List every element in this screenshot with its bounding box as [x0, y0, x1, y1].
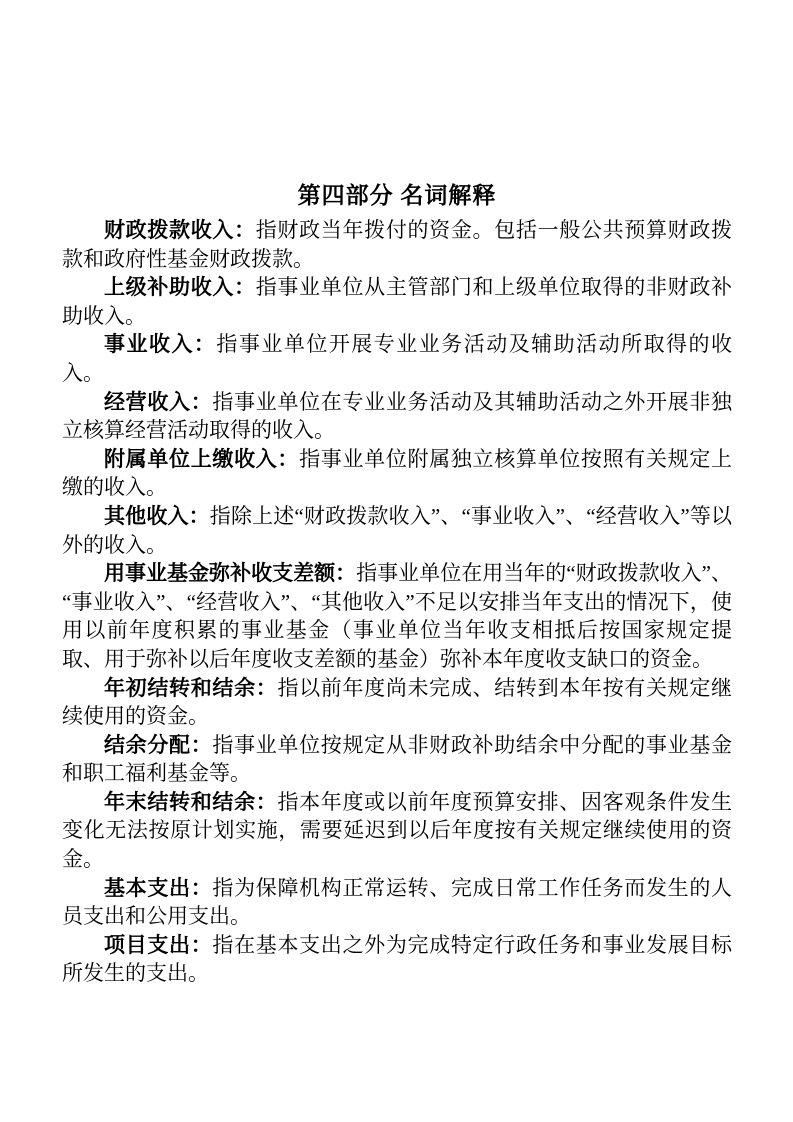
term-label: 事业收入：: [104, 332, 217, 357]
term-label: 基本支出：: [104, 875, 213, 900]
term-label: 经营收入：: [104, 389, 213, 414]
definition-paragraph: [62, 216, 732, 273]
definition-paragraph: [62, 445, 732, 502]
term-label: 财政拨款收入：: [104, 218, 256, 242]
definition-paragraph: [62, 502, 732, 559]
term-label: 附属单位上缴收入：: [104, 446, 300, 471]
definition-paragraph: [62, 330, 732, 387]
definition-paragraph: [62, 674, 732, 731]
term-label: 其他收入：: [104, 503, 210, 528]
term-label: 年末结转和结余：: [104, 789, 278, 814]
term-definition: 指事业单位从主管部门和上级单位取得的非财政补助收入。: [62, 275, 732, 328]
document-content: [62, 180, 732, 988]
term-label: 项目支出：: [104, 932, 213, 957]
page-title: 第四部分 名词解释: [297, 183, 497, 208]
definition-paragraph: [62, 931, 732, 988]
definition-paragraph: [62, 788, 732, 874]
definitions-list: [62, 216, 732, 988]
term-definition: 指除上述“财政拨款收入”、“事业收入”、“经营收入”等以外的收入。: [62, 503, 732, 557]
definition-paragraph: [62, 559, 732, 673]
term-definition: 指以前年度尚未完成、结转到本年按有关规定继续使用的资金。: [62, 675, 733, 729]
term-label: 上级补助收入：: [104, 275, 256, 300]
term-definition: 指事业单位开展专业业务活动及辅助活动所取得的收入。: [62, 332, 733, 385]
definition-paragraph: [62, 731, 732, 788]
definition-paragraph: [62, 273, 732, 330]
term-label: 用事业基金弥补收支差额：: [104, 561, 357, 586]
definition-paragraph: [62, 388, 732, 445]
term-definition: 指事业单位在用当年的“财政拨款收入”、“事业收入”、“经营收入”、“其他收入”不足以安排当年支出的情况下，使用以前年度积累的事业基金（事业单位当年收支相抵后按国家规定提取、用于弥补以后年度收支差额的基金）弥补本年度收支缺口的资金。: [62, 561, 733, 671]
term-definition: 指财政当年拨付的资金。包括一般公共预算财政拨款和政府性基金财政拨款。: [62, 218, 732, 271]
term-definition: 指事业单位附属独立核算单位按照有关规定上缴的收入。: [62, 446, 733, 500]
term-definition: 指在基本支出之外为完成特定行政任务和事业发展目标所发生的支出。: [62, 932, 733, 986]
term-definition: 指本年度或以前年度预算安排、因客观条件发生变化无法按原计划实施，需要延迟到以后年度按有关规定继续使用的资金。: [62, 789, 733, 872]
term-definition: 指事业单位在专业业务活动及其辅助活动之外开展非独立核算经营活动取得的收入。: [62, 389, 733, 443]
term-definition: 指事业单位按规定从非财政补助结余中分配的事业基金和职工福利基金等。: [62, 732, 733, 786]
term-label: 年初结转和结余：: [104, 675, 278, 700]
term-definition: 指为保障机构正常运转、完成日常工作任务而发生的人员支出和公用支出。: [62, 875, 733, 929]
term-label: 结余分配：: [104, 732, 213, 757]
definition-paragraph: [62, 874, 732, 931]
